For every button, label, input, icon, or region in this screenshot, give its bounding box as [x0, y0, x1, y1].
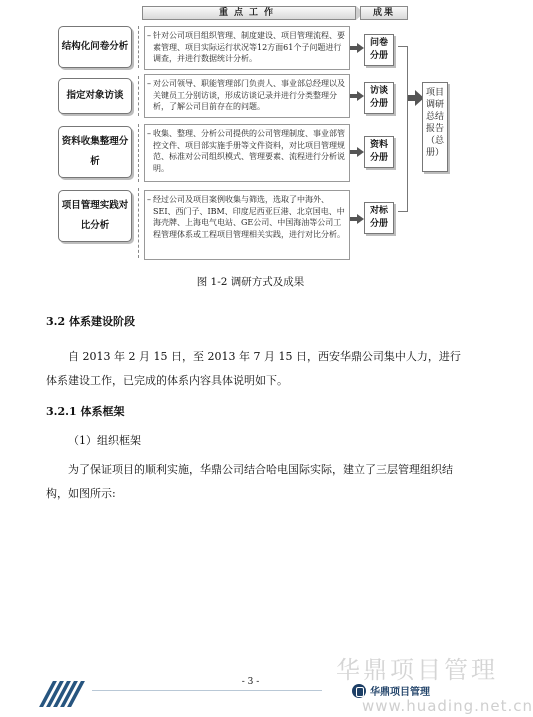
result-questionnaire: 问卷分册 [364, 34, 394, 66]
desc-practice-benchmark: – 经过公司及项目案例收集与筛选，选取了中海外、SEI、西门子、IBM、印度尼西亚巨港、北京国电、中海壳牌、上海电气电站、GE公司、中国海油等公司工程管理体系或工程项目管理相关实践，进行对比分析。 [144, 190, 350, 260]
method-questionnaire: 结构化问卷分析 [58, 26, 132, 68]
row-divider [138, 124, 142, 182]
subsection-heading: 3.2.1 体系框架 [46, 405, 125, 418]
row-divider [138, 188, 142, 258]
sub-item-heading: （1）组织框架 [68, 434, 141, 447]
desc-interview: – 对公司领导、职能管理部门负责人、事业部总经理以及关键员工分别访谈，形成访谈记录并进行分类整理分析，了解公司目前存在的问题。 [144, 74, 350, 118]
method-practice-benchmark: 项目管理实践对比分析 [58, 190, 132, 242]
logo-name: 华鼎项目管理 [370, 687, 430, 698]
method-interview: 指定对象访谈 [58, 78, 132, 114]
paragraph-intro: 自 2013 年 2 月 15 日，至 2013 年 7 月 15 日，西安华鼎公司集中人力，进行体系建设工作，已完成的体系内容具体说明如下。 [46, 350, 461, 387]
research-methods-diagram [58, 6, 450, 264]
figure-caption: 图 1-2 调研方式及成果 [196, 276, 305, 288]
page-number: - 3 - [241, 677, 260, 687]
header-result: 成果 [360, 6, 408, 20]
section-heading: 3.2 体系建设阶段 [46, 315, 135, 328]
arrow-right-icon [350, 214, 364, 224]
result-document-analysis: 资料分册 [364, 136, 394, 168]
final-report-box: 项目调研总结报告（总册） [422, 82, 448, 172]
company-logo [352, 683, 430, 698]
row-divider [138, 76, 142, 116]
desc-questionnaire: – 针对公司项目组织管理、制度建设、项目管理流程、要素管理、项目实际运行状况等12方面61个子问题进行调查，并进行数据统计分析。 [144, 26, 350, 70]
results-bracket [398, 46, 408, 212]
row-divider [138, 26, 142, 68]
desc-document-analysis: – 收集、整理、分析公司提供的公司管理制度、事业部管控文件、项目部实施手册等文件资料，对比项目管理规范、标准对公司组织模式、管理要素、流程进行分析说明。 [144, 124, 350, 182]
method-document-analysis: 资料收集整理分析 [58, 126, 132, 178]
arrow-right-icon [350, 147, 364, 157]
result-interview: 访谈分册 [364, 82, 394, 114]
watermark-text: 华鼎项目管理 [336, 656, 498, 684]
footer-divider [92, 690, 322, 691]
logo-icon [352, 684, 366, 698]
watermark-url: www.huading.net.cn [362, 697, 533, 715]
result-benchmark: 对标分册 [364, 202, 394, 234]
arrow-right-icon [350, 91, 364, 101]
header-key-work: 重点工作 [142, 6, 356, 20]
arrow-right-icon [350, 43, 364, 53]
paragraph-org-structure: 为了保证项目的顺利实施，华鼎公司结合哈电国际实际，建立了三层管理组织结构，如图所示: [46, 463, 453, 500]
